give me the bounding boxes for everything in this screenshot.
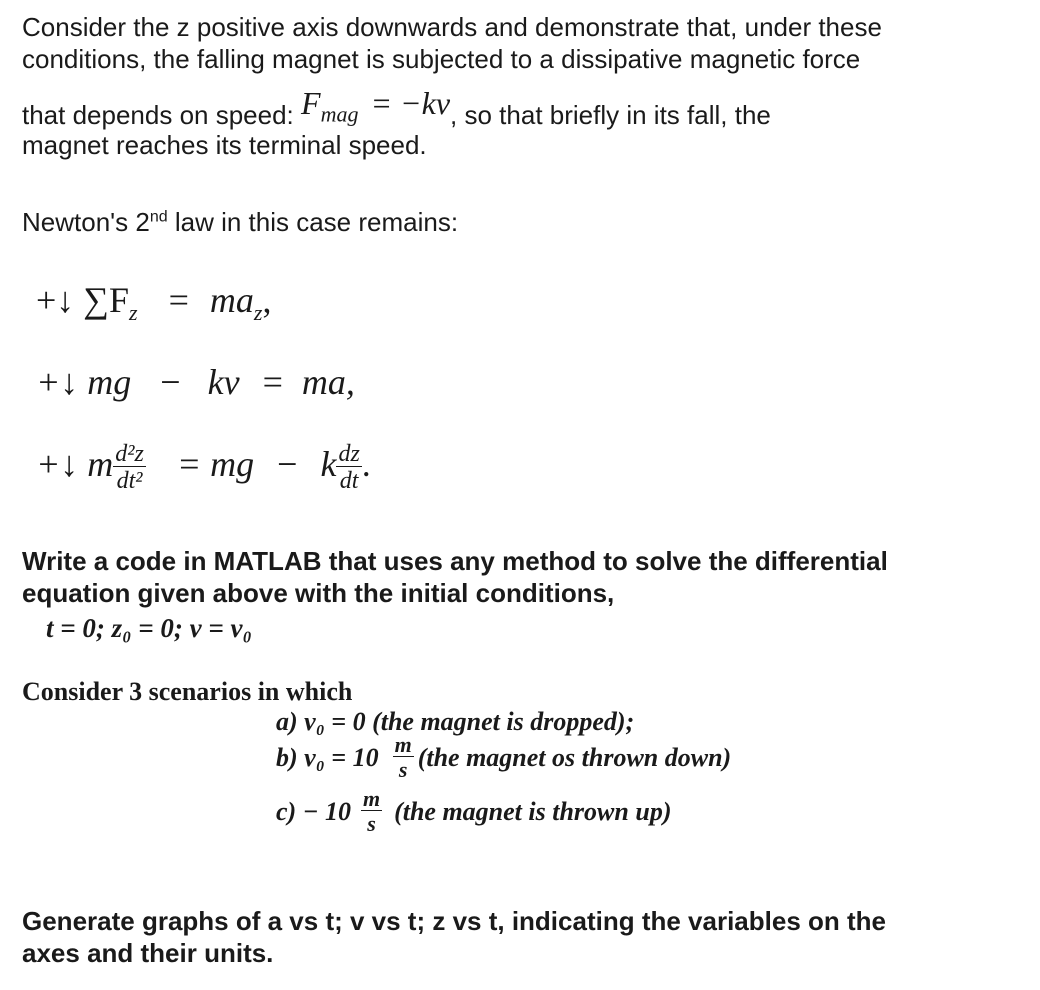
matlab-line-2: equation given above with the initial conditions,: [22, 578, 615, 608]
eq3-num2: dz: [338, 441, 360, 467]
scenario-a: a) v₀ = 0 (the magnet is dropped);: [276, 707, 635, 736]
unit-num: m: [394, 732, 412, 757]
eq2-lhs: +↓ mg: [36, 362, 132, 402]
eq3-rhs: = mg: [176, 443, 255, 484]
force-rhs: = −kv: [370, 85, 451, 121]
intro-line-3: [22, 85, 771, 131]
graphs-line-1: Generate graphs of a vs t; v vs t; z vs t, indicating the variables on the: [22, 906, 887, 936]
matlab-line-1: Write a code in MATLAB that uses any method to solve the differential: [22, 546, 888, 576]
unit-den-c: s: [367, 811, 376, 836]
eq1-lhs: +↓ ∑F: [36, 280, 129, 320]
newton-prefix: Newton's 2: [22, 207, 150, 237]
eq3-fraction-2: [336, 442, 361, 493]
graphs-line-2: axes and their units.: [22, 938, 274, 968]
eq2-minus: −: [160, 362, 181, 402]
eq2-kv: kv: [207, 362, 240, 402]
newton-line: [22, 206, 458, 238]
initial-conditions: t = 0; z₀ = 0; v = v₀: [46, 613, 252, 643]
eq1-rhs: ma: [209, 280, 254, 320]
force-sub: mag: [320, 101, 359, 127]
intro-line-2: conditions, the falling magnet is subjected to a dissipative magnetic force: [22, 44, 861, 74]
eq3-den2: dt: [339, 468, 359, 494]
equation-3: [36, 442, 371, 493]
unit-num-c: m: [362, 786, 381, 811]
force-formula: [301, 85, 451, 127]
intro-line-1: Consider the z positive axis downwards and demonstrate that, under these: [22, 12, 882, 42]
intro-line-3-end: , so that briefly in its fall, the: [450, 100, 771, 130]
eq3-end: .: [361, 443, 371, 484]
scenario-c: [276, 788, 671, 835]
eq1-rhs-sub: z: [253, 300, 263, 326]
force-F: F: [301, 85, 321, 121]
eq3-num: d²z: [115, 441, 144, 467]
eq1-sub: z: [129, 300, 138, 326]
intro-line-3-start: that depends on speed:: [22, 100, 294, 130]
eq2-rhs: ma,: [301, 362, 355, 402]
eq3-den: dt²: [116, 468, 143, 494]
scenario-c-pre: c) − 10: [276, 796, 351, 826]
eq1-equals: =: [168, 280, 189, 320]
intro-line-4: magnet reaches its terminal speed.: [22, 130, 427, 160]
equation-2: [36, 362, 355, 402]
scenario-b-unit: [393, 734, 414, 781]
scenario-c-unit: [361, 788, 382, 835]
scenario-b-pre: b) v₀ = 10: [276, 742, 379, 772]
eq3-minus: −: [277, 443, 298, 484]
eq3-lhs: +↓ m: [36, 443, 114, 484]
eq1-end: ,: [262, 280, 272, 320]
scenarios-intro: Consider 3 scenarios in which: [22, 677, 353, 706]
newton-suffix: law in this case remains:: [167, 207, 459, 237]
scenario-b-post: (the magnet os thrown down): [417, 742, 732, 772]
scenario-b: [276, 734, 731, 781]
eq3-k: k: [320, 443, 337, 484]
equation-1: [36, 280, 272, 326]
eq2-equals: =: [262, 362, 283, 402]
eq3-fraction-1: [113, 442, 146, 493]
scenario-c-post: (the magnet is thrown up): [394, 796, 672, 826]
newton-sup: nd: [149, 208, 168, 226]
unit-den: s: [398, 757, 408, 782]
